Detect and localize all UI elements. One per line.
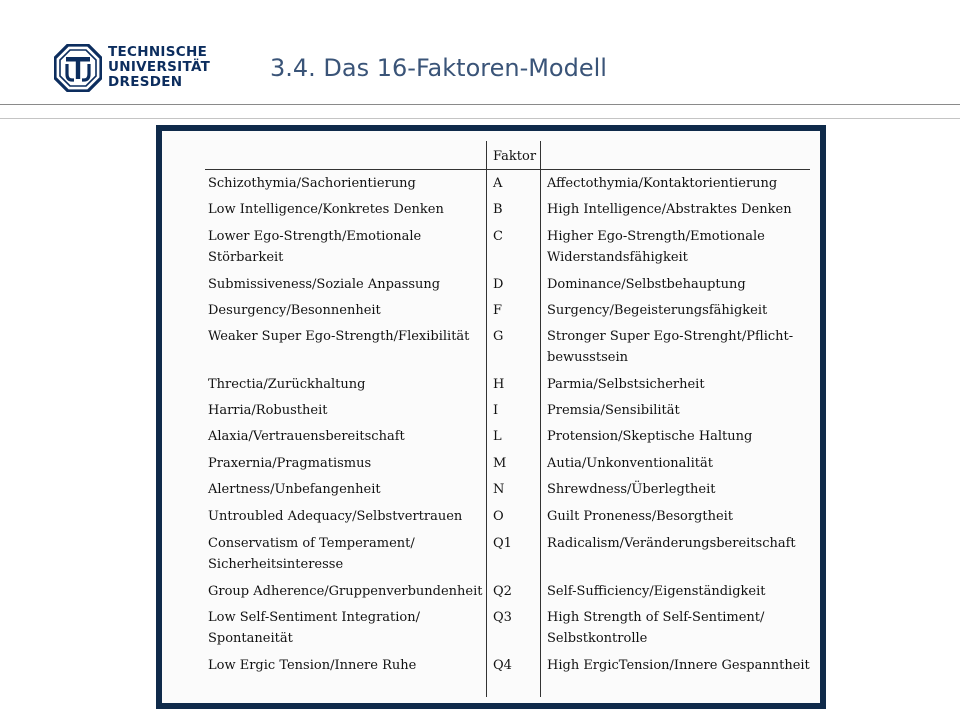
left-term: Threctia/Zurückhaltung — [208, 377, 366, 392]
left-term: Low Ergic Tension/Innere Ruhe — [208, 658, 417, 673]
right-term: Shrewdness/Überlegtheit — [547, 482, 716, 497]
right-term: Stronger Super Ego-Strenght/Pflicht- — [547, 329, 794, 344]
factor-label: M — [493, 456, 507, 471]
right-term: Radicalism/Veränderungsbereitschaft — [547, 536, 796, 551]
left-term: Alaxia/Vertrauensbereitschaft — [208, 429, 405, 444]
logo-wordmark — [108, 45, 210, 90]
tu-dresden-logo — [54, 44, 214, 94]
left-term: Sicherheitsinteresse — [208, 557, 344, 572]
right-term: Autia/Unkonventionalität — [547, 456, 713, 471]
factor-label: Q3 — [493, 610, 512, 625]
factor-label: F — [493, 303, 503, 318]
factor-label: A — [493, 176, 503, 191]
factor-label: O — [493, 509, 504, 524]
right-term: Parmia/Selbstsicherheit — [547, 377, 705, 392]
factor-table — [162, 131, 820, 703]
slide-title: 3.4. Das 16-Faktoren-Modell — [270, 54, 607, 82]
left-term: Conservatism of Temperament/ — [208, 536, 415, 551]
left-term: Störbarkeit — [208, 250, 284, 265]
factor-label: Q1 — [493, 536, 512, 551]
factor-label: G — [493, 329, 504, 344]
factor-label: H — [493, 377, 505, 392]
left-term: Low Self-Sentiment Integration/ — [208, 610, 420, 625]
header-rule-secondary — [0, 118, 960, 119]
column-divider — [486, 141, 487, 697]
left-term: Group Adherence/Gruppenverbundenheit — [208, 584, 483, 599]
right-term: Guilt Proneness/Besorgtheit — [547, 509, 734, 524]
left-term: Untroubled Adequacy/Selbstvertrauen — [208, 509, 463, 524]
logo-line: DRESDEN — [108, 74, 183, 90]
header-rule — [0, 104, 960, 105]
factor-label: B — [493, 202, 503, 217]
right-term: High ErgicTension/Innere Gespanntheit — [547, 658, 810, 673]
factor-column-header: Faktor — [493, 149, 537, 164]
tu-dresden-emblem-icon — [54, 44, 102, 92]
factor-table-figure — [156, 125, 826, 709]
right-term: Higher Ego-Strength/Emotionale — [547, 229, 765, 244]
header-underline — [205, 169, 810, 170]
right-term: Premsia/Sensibilität — [547, 403, 680, 418]
right-term: High Strength of Self-Sentiment/ — [547, 610, 765, 625]
factor-label: I — [493, 403, 499, 418]
factor-label: L — [493, 429, 502, 444]
factor-label: Q2 — [493, 584, 512, 599]
left-term: Schizothymia/Sachorientierung — [208, 176, 416, 191]
right-term: Widerstandsfähigkeit — [547, 250, 688, 265]
right-term: Self-Sufficiency/Eigenständigkeit — [547, 584, 766, 599]
factor-label: N — [493, 482, 505, 497]
right-term: Affectothymia/Kontaktorientierung — [547, 176, 778, 191]
left-term: Praxernia/Pragmatismus — [208, 456, 372, 471]
right-term: Protension/Skeptische Haltung — [547, 429, 753, 444]
factor-label: Q4 — [493, 658, 512, 673]
left-term: Spontaneität — [208, 631, 293, 646]
right-term: Surgency/Begeisterungsfähigkeit — [547, 303, 768, 318]
factor-label: D — [493, 277, 504, 292]
right-term: Selbstkontrolle — [547, 631, 648, 646]
column-divider — [540, 141, 541, 697]
left-term: Lower Ego-Strength/Emotionale — [208, 229, 422, 244]
left-term: Weaker Super Ego-Strength/Flexibilität — [208, 329, 470, 344]
right-term: Dominance/Selbstbehauptung — [547, 277, 746, 292]
right-term: bewusstsein — [547, 350, 628, 365]
left-term: Alertness/Unbefangenheit — [208, 482, 381, 497]
logo-line: TECHNISCHE — [108, 44, 208, 60]
logo-line: UNIVERSITÄT — [108, 59, 211, 75]
left-term: Low Intelligence/Konkretes Denken — [208, 202, 444, 217]
left-term: Harria/Robustheit — [208, 403, 328, 418]
left-term: Desurgency/Besonnenheit — [208, 303, 381, 318]
factor-label: C — [493, 229, 503, 244]
left-term: Submissiveness/Soziale Anpassung — [208, 277, 441, 292]
right-term: High Intelligence/Abstraktes Denken — [547, 202, 792, 217]
